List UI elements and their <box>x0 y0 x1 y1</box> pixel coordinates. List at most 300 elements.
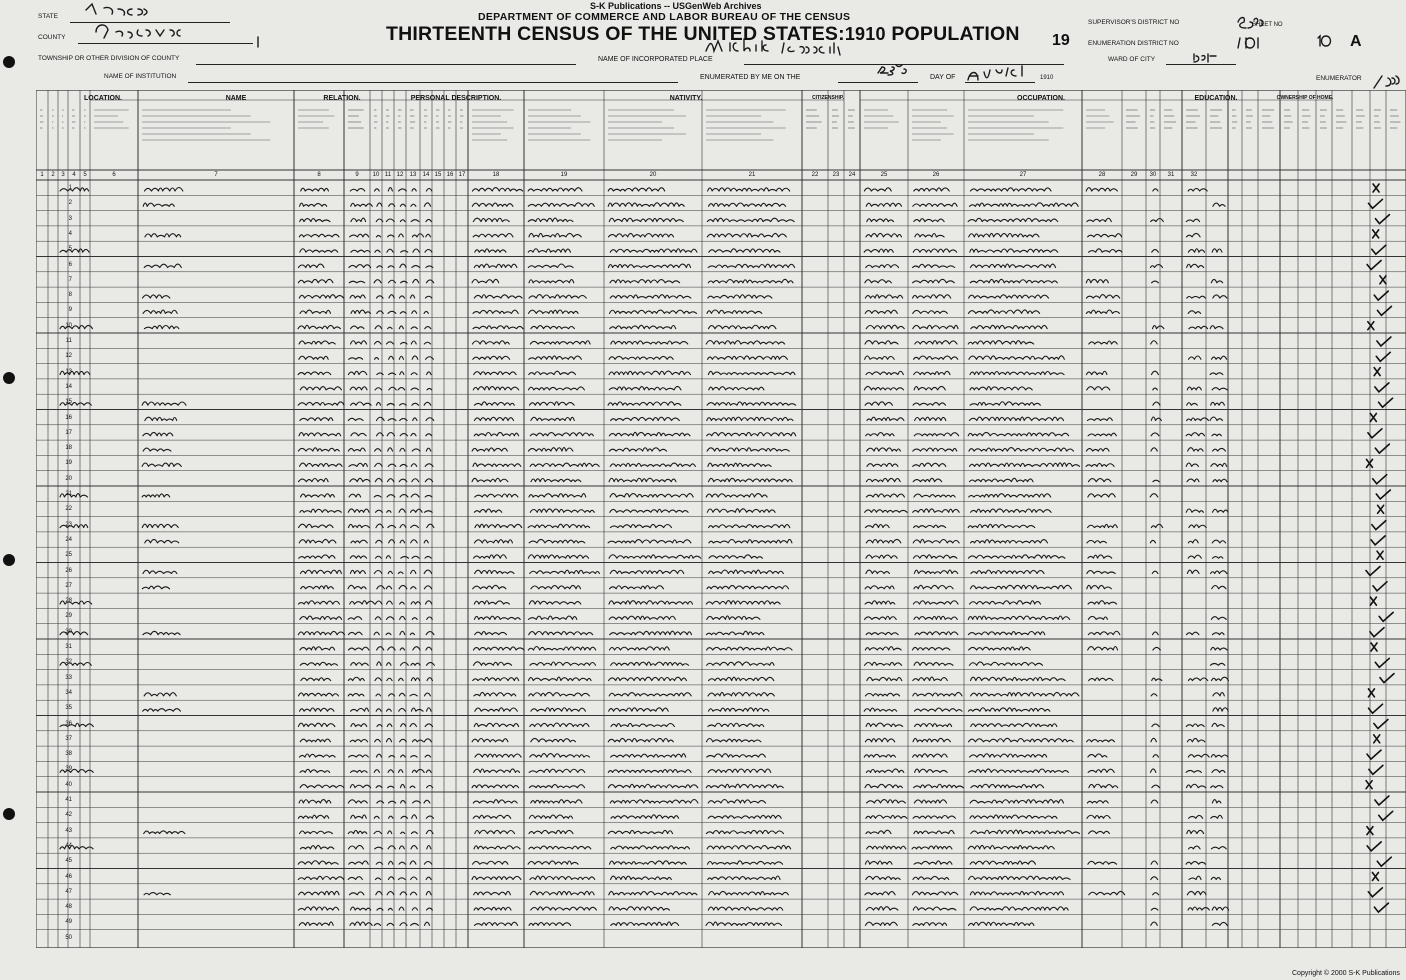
row-number: 3 <box>68 215 72 222</box>
handwriting-stroke <box>529 371 576 374</box>
handwriting-stroke <box>969 647 1030 650</box>
handwriting-stroke <box>349 494 361 497</box>
handwriting-stroke <box>1150 265 1162 268</box>
handwriting-stroke <box>427 678 433 681</box>
handwriting-stroke <box>707 218 794 221</box>
handwriting-stroke <box>374 924 380 926</box>
handwriting-stroke <box>427 388 432 390</box>
tally-mark <box>1367 827 1373 835</box>
handwriting-stroke <box>1189 846 1201 849</box>
handwriting-stroke <box>473 463 521 466</box>
handwriting-stroke <box>351 402 372 405</box>
handwriting-stroke <box>913 279 955 283</box>
handwriting-stroke <box>474 846 520 849</box>
handwriting-stroke <box>866 570 890 573</box>
handwriting-stroke <box>528 677 591 681</box>
handwriting-stroke <box>400 616 405 619</box>
handwriting-stroke <box>388 908 392 910</box>
handwriting-stroke <box>472 279 499 282</box>
handwriting-stroke <box>865 356 895 359</box>
tally-mark <box>1374 735 1380 743</box>
handwriting-stroke <box>1189 356 1201 359</box>
handwriting-stroke <box>375 326 382 329</box>
handwriting-stroke <box>412 618 417 620</box>
handwriting-stroke <box>474 264 517 267</box>
handwriting-stroke <box>377 311 384 313</box>
handwriting-stroke <box>60 525 88 528</box>
handwriting-stroke <box>528 861 578 864</box>
handwriting-stroke <box>1151 694 1157 696</box>
handwriting-stroke <box>1151 433 1159 436</box>
handwriting-stroke <box>608 233 673 236</box>
handwriting-stroke <box>1212 434 1221 436</box>
column-number: 18 <box>492 172 500 178</box>
handwriting-stroke <box>348 647 369 650</box>
handwriting-stroke <box>708 861 783 864</box>
handwriting-stroke <box>610 295 691 298</box>
handwriting-stroke <box>1088 494 1115 497</box>
column-number: 21 <box>748 172 756 178</box>
handwriting-stroke <box>411 846 417 849</box>
handwriting-stroke <box>865 892 895 895</box>
handwriting-stroke <box>970 891 1063 894</box>
handwriting-stroke <box>474 769 520 773</box>
handwriting-stroke <box>914 708 961 711</box>
year-suffix: 1910 <box>1040 75 1054 81</box>
handwriting-stroke <box>387 678 392 680</box>
handwriting-stroke <box>474 891 511 894</box>
row-number: 27 <box>65 582 72 589</box>
handwriting-stroke <box>412 189 416 191</box>
colgroup-name: NAME <box>225 95 247 102</box>
handwriting-stroke <box>529 846 591 849</box>
handwriting-stroke <box>424 570 432 573</box>
handwriting-stroke <box>610 800 698 804</box>
handwriting-stroke <box>472 876 521 879</box>
handwriting-stroke <box>60 403 91 406</box>
handwriting-stroke <box>375 478 382 481</box>
handwriting-stroke <box>400 784 404 787</box>
handwriting-stroke <box>708 295 772 298</box>
tally-mark <box>1375 796 1389 805</box>
handwriting-stroke <box>424 311 428 313</box>
handwriting-stroke <box>351 724 367 727</box>
handwriting-stroke <box>374 632 379 635</box>
handwriting-stroke <box>401 281 408 283</box>
handwriting-stroke <box>386 219 394 222</box>
handwriting-stroke <box>472 341 509 344</box>
handwriting-stroke <box>1086 463 1114 466</box>
handwriting-stroke <box>913 509 960 512</box>
handwriting-stroke <box>376 524 383 528</box>
handwriting-stroke <box>412 740 423 742</box>
handwriting-stroke <box>401 251 408 253</box>
handwriting-stroke <box>411 388 418 390</box>
handwriting-stroke <box>301 188 329 191</box>
handwriting-stroke <box>1189 815 1203 818</box>
tally-mark <box>1378 505 1384 513</box>
header-handwriting <box>0 0 1406 90</box>
handwriting-stroke <box>399 479 407 482</box>
handwriting-stroke <box>528 249 570 252</box>
handwriting-stroke <box>913 738 950 741</box>
institution-label: NAME OF INSTITUTION <box>104 73 177 80</box>
handwriting-stroke <box>399 189 407 191</box>
handwriting-stroke <box>300 739 330 742</box>
handwriting-stroke <box>375 189 380 191</box>
handwriting-stroke <box>1088 631 1120 634</box>
handwriting-stroke <box>611 876 672 879</box>
tally-mark <box>1371 536 1385 545</box>
row-number: 6 <box>68 261 72 268</box>
handwriting-stroke <box>389 540 395 543</box>
handwriting-stroke <box>60 662 91 665</box>
handwriting-stroke <box>350 740 367 742</box>
handwriting-stroke <box>970 907 1068 910</box>
tally-mark <box>1373 230 1379 238</box>
handwriting-stroke <box>913 539 959 542</box>
handwriting-stroke <box>1187 738 1204 741</box>
handwriting-stroke <box>913 310 948 313</box>
handwriting-stroke <box>968 310 1039 314</box>
handwriting-stroke <box>400 264 406 267</box>
handwriting-stroke <box>1210 417 1222 421</box>
handwriting-stroke <box>1088 601 1117 604</box>
handwriting-stroke <box>867 677 902 680</box>
handwriting-stroke <box>1212 723 1224 726</box>
handwriting-stroke <box>1088 479 1110 482</box>
handwriting-stroke <box>387 892 394 895</box>
handwriting-stroke <box>968 616 1069 619</box>
census-table <box>36 90 1406 948</box>
handwriting-stroke <box>1186 632 1199 635</box>
handwriting-stroke <box>1186 509 1203 512</box>
handwriting-stroke <box>709 203 786 206</box>
handwriting-stroke <box>609 478 676 481</box>
handwriting-stroke <box>388 235 395 237</box>
handwriting-stroke <box>425 479 432 482</box>
handwriting-stroke <box>411 708 423 711</box>
handwriting-stroke <box>1087 585 1112 588</box>
handwriting-stroke <box>969 922 1034 925</box>
handwriting-stroke <box>400 419 407 421</box>
handwriting-stroke <box>1186 784 1205 787</box>
handwriting-stroke <box>375 878 380 880</box>
handwriting-stroke <box>424 402 431 405</box>
tally-mark <box>1366 459 1372 467</box>
handwriting-stroke <box>1212 540 1225 543</box>
handwriting-stroke <box>389 694 395 696</box>
handwriting-stroke <box>427 524 434 527</box>
handwriting-stroke <box>1186 724 1204 727</box>
handwriting-stroke <box>913 203 957 206</box>
handwriting-stroke <box>1213 479 1227 481</box>
row-number: 13 <box>65 368 72 375</box>
handwriting-stroke <box>970 402 1040 405</box>
row-number: 30 <box>65 628 72 635</box>
handwriting-stroke <box>708 692 774 695</box>
handwriting-stroke <box>531 800 582 803</box>
row-number: 17 <box>65 429 72 436</box>
handwriting-stroke <box>913 876 949 879</box>
handwriting-stroke <box>144 188 182 192</box>
handwriting-stroke <box>864 249 893 252</box>
handwriting-stroke <box>1151 219 1164 222</box>
handwriting-stroke <box>348 509 369 512</box>
handwriting-stroke <box>388 525 396 527</box>
handwriting-stroke <box>866 325 904 329</box>
handwriting-stroke <box>375 388 382 390</box>
handwriting-stroke <box>350 922 372 925</box>
handwriting-stroke <box>427 846 431 849</box>
handwriting-stroke <box>400 663 408 666</box>
handwriting-stroke <box>348 524 369 527</box>
column-number: 27 <box>1019 172 1027 178</box>
handwriting-stroke <box>1187 296 1206 298</box>
handwriting-stroke <box>376 402 380 405</box>
county-label: COUNTY <box>38 34 66 41</box>
handwriting-stroke <box>399 678 404 680</box>
row-number: 9 <box>68 307 72 314</box>
handwriting-stroke <box>1087 815 1110 818</box>
handwriting-stroke <box>388 311 396 313</box>
handwriting-stroke <box>298 372 331 375</box>
handwriting-stroke <box>1151 341 1158 344</box>
handwriting-stroke <box>529 815 572 818</box>
handwriting-stroke <box>915 417 946 420</box>
handwriting-stroke <box>913 555 956 558</box>
handwriting-stroke <box>388 770 393 773</box>
handwriting-stroke <box>299 555 335 558</box>
handwriting-stroke <box>410 724 416 727</box>
handwriting-stroke <box>475 708 518 711</box>
handwriting-stroke <box>1088 754 1107 757</box>
handwriting-stroke <box>475 524 522 527</box>
handwriting-stroke <box>609 555 701 558</box>
handwriting-stroke <box>971 692 1079 695</box>
handwriting-stroke <box>866 478 900 481</box>
handwriting-stroke <box>1213 203 1225 206</box>
department-line: DEPARTMENT OF COMMERCE AND LABOR BUREAU OF THE CENSUS <box>478 11 851 23</box>
handwriting-stroke <box>472 203 513 206</box>
handwriting-stroke <box>867 219 894 222</box>
handwriting-stroke <box>608 402 681 405</box>
handwriting-stroke <box>708 371 795 374</box>
handwriting-stroke <box>1212 800 1221 803</box>
handwriting-stroke <box>866 494 904 497</box>
handwriting-stroke <box>1212 388 1227 390</box>
column-number: 26 <box>932 172 940 178</box>
handwriting-stroke <box>411 540 418 543</box>
handwriting-stroke <box>1089 891 1125 894</box>
tally-mark <box>1376 352 1390 361</box>
handwriting-stroke <box>400 602 405 604</box>
handwriting-stroke <box>144 264 181 267</box>
handwriting-stroke <box>1151 908 1158 910</box>
tally-mark <box>1375 658 1389 667</box>
row-number: 36 <box>65 720 72 727</box>
handwriting-stroke <box>1087 418 1112 421</box>
handwriting-stroke <box>865 922 897 925</box>
handwriting-stroke <box>475 570 514 573</box>
handwriting-stroke <box>426 266 433 268</box>
handwriting-stroke <box>609 616 675 619</box>
tally-mark <box>1375 215 1389 224</box>
handwriting-stroke <box>426 647 432 650</box>
handwriting-stroke <box>530 662 596 665</box>
binding-hole <box>3 56 15 68</box>
handwriting-stroke <box>388 266 394 268</box>
row-number: 43 <box>65 827 72 834</box>
handwriting-stroke <box>411 877 417 880</box>
handwriting-stroke <box>530 433 593 436</box>
handwriting-stroke <box>707 509 775 512</box>
handwriting-stroke <box>866 769 903 772</box>
handwriting-stroke <box>387 495 395 497</box>
handwriting-stroke <box>473 677 519 680</box>
handwriting-stroke <box>300 219 330 222</box>
handwriting-stroke <box>1186 463 1198 466</box>
handwriting-stroke <box>473 662 511 665</box>
handwriting-stroke <box>969 494 1051 497</box>
handwriting-stroke <box>375 678 381 681</box>
tally-mark <box>1374 291 1388 300</box>
handwriting-stroke <box>528 524 590 527</box>
handwriting-stroke <box>413 418 417 421</box>
row-number: 40 <box>65 781 72 788</box>
handwriting-stroke <box>474 616 520 619</box>
place-label: NAME OF INCORPORATED PLACE <box>598 56 713 63</box>
handwriting-stroke <box>411 525 419 527</box>
handwriting-stroke <box>426 708 431 711</box>
handwriting-stroke <box>349 265 371 268</box>
handwriting-stroke <box>914 570 957 573</box>
column-number: 23 <box>832 172 840 178</box>
handwriting-stroke <box>400 495 408 497</box>
tally-mark <box>1373 184 1379 192</box>
tally-mark <box>1368 888 1382 897</box>
handwriting-stroke <box>971 723 1057 726</box>
handwriting-stroke <box>143 203 174 206</box>
handwriting-stroke <box>300 616 342 619</box>
binding-hole <box>3 808 15 820</box>
handwriting-stroke <box>411 602 420 604</box>
handwriting-stroke <box>376 417 384 420</box>
handwriting-stroke <box>970 585 1071 589</box>
handwriting-stroke <box>1087 801 1108 803</box>
handwriting-stroke <box>709 708 769 711</box>
handwriting-stroke <box>530 876 595 879</box>
handwriting-stroke <box>350 907 370 910</box>
row-number: 45 <box>65 858 72 865</box>
handwriting-stroke <box>300 785 344 788</box>
handwriting-stroke <box>424 862 431 865</box>
handwriting-stroke <box>472 448 507 451</box>
handwriting-stroke <box>1187 233 1201 236</box>
handwriting-stroke <box>399 296 404 298</box>
handwriting-stroke <box>350 295 365 298</box>
handwriting-stroke <box>1086 371 1107 374</box>
handwriting-stroke <box>610 280 680 283</box>
handwriting-stroke <box>1187 418 1209 421</box>
row-number: 4 <box>68 230 72 237</box>
handwriting-stroke <box>610 310 697 313</box>
handwriting-stroke <box>412 311 417 314</box>
handwriting-stroke <box>1150 494 1158 497</box>
handwriting-stroke <box>300 662 337 665</box>
handwriting-stroke <box>1086 310 1119 313</box>
handwriting-stroke <box>865 510 907 513</box>
title-main: THIRTEENTH CENSUS OF THE UNITED STATES: <box>386 23 845 45</box>
column-number: 12 <box>396 172 404 178</box>
handwriting-stroke <box>609 448 666 451</box>
handwriting-stroke <box>1087 571 1115 574</box>
handwriting-stroke <box>611 341 688 344</box>
handwriting-stroke <box>475 249 506 252</box>
handwriting-stroke <box>351 203 373 206</box>
row-number: 16 <box>65 414 72 421</box>
handwriting-stroke <box>424 693 430 696</box>
handwriting-stroke <box>867 463 898 466</box>
handwriting-stroke <box>411 923 419 925</box>
handwriting-stroke <box>968 218 1058 221</box>
handwriting-stroke <box>866 830 891 833</box>
handwriting-stroke <box>969 448 1074 452</box>
handwriting-stroke <box>424 922 429 925</box>
handwriting-stroke <box>913 478 942 481</box>
handwriting-stroke <box>707 754 766 757</box>
handwriting-stroke <box>528 616 576 619</box>
handwriting-stroke <box>399 846 404 849</box>
handwriting-stroke <box>913 754 948 757</box>
handwriting-stroke <box>401 816 408 818</box>
handwriting-stroke <box>473 356 510 359</box>
column-number: 6 <box>112 172 116 178</box>
tally-mark <box>1373 582 1387 591</box>
handwriting-stroke <box>709 555 762 558</box>
handwriting-stroke <box>1186 433 1204 436</box>
handwriting-stroke <box>1087 740 1115 742</box>
handwriting-stroke <box>914 585 953 588</box>
handwriting-stroke <box>411 663 420 665</box>
handwriting-stroke <box>1151 371 1158 374</box>
handwriting-stroke <box>608 540 691 543</box>
handwriting-stroke <box>914 616 957 619</box>
handwriting-stroke <box>1187 264 1204 267</box>
handwriting-stroke <box>528 387 584 390</box>
handwriting-stroke <box>1086 448 1109 451</box>
handwriting-stroke <box>413 279 419 282</box>
handwriting-stroke <box>610 494 693 497</box>
handwriting-stroke <box>400 434 407 436</box>
handwriting-stroke <box>412 769 424 772</box>
handwriting-stroke <box>375 556 381 558</box>
handwriting-stroke <box>913 249 957 252</box>
handwriting-stroke <box>424 800 430 803</box>
handwriting-stroke <box>376 296 383 298</box>
handwriting-stroke <box>411 678 419 681</box>
handwriting-stroke <box>374 280 381 283</box>
handwriting-stroke <box>708 356 788 359</box>
handwriting-stroke <box>1152 250 1159 253</box>
column-number: 7 <box>214 172 218 178</box>
handwriting-stroke <box>410 861 416 864</box>
handwriting-stroke <box>426 234 431 237</box>
handwriting-stroke <box>474 295 522 298</box>
handwriting-stroke <box>1153 893 1159 895</box>
handwriting-stroke <box>865 616 897 619</box>
handwriting-stroke <box>865 601 895 604</box>
